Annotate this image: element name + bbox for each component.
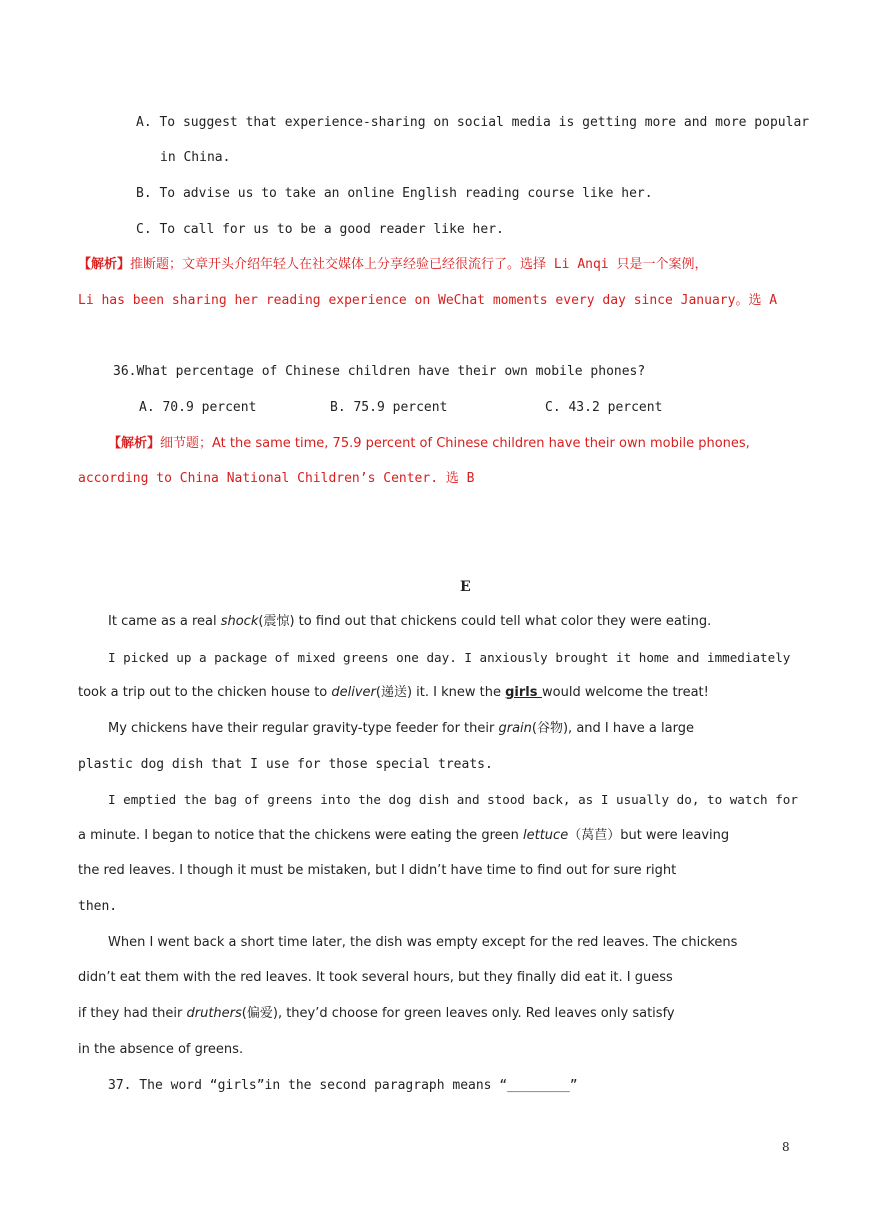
analysis-text: 推断题；文章开头介绍年轻人在社交媒体上分享经验已经很流行了。选择 Li Anqi 只是一个案例，	[130, 257, 708, 272]
text-run: (递送) it. I knew the	[375, 685, 506, 700]
passage-p5-line1: When I went back a short time later, the dish was empty except for the red leaves. The chickens	[108, 935, 738, 950]
italic-word: lettuce	[523, 828, 569, 843]
passage-p3-line2: plastic dog dish that I use for those special treats.	[78, 757, 493, 772]
q35-option-b: B. To advise us to take an online English reading course like her.	[136, 186, 653, 201]
q36-analysis-line1	[108, 436, 750, 452]
passage-p5-line4: in the absence of greens.	[78, 1042, 244, 1057]
q36-option-c: C. 43.2 percent	[545, 400, 663, 415]
text-run: took a trip out to the chicken house to	[78, 685, 332, 700]
passage-p5-line2: didn’t eat them with the red leaves. It took several hours, but they finally did eat it. I guess	[78, 970, 673, 985]
text-run: (谷物), and I have a large	[531, 721, 694, 736]
underlined-word: girls	[505, 685, 543, 700]
passage-p3-line1	[108, 721, 694, 737]
passage-p4-line4: then.	[78, 899, 118, 914]
text-run: if they had their	[78, 1006, 187, 1021]
section-title: E	[460, 579, 471, 595]
passage-p5-line3	[78, 1006, 675, 1022]
analysis-tag: 【解析】	[108, 436, 161, 451]
analysis-text: 细节题；At the same time, 75.9 percent of Chinese children have their own mobile phones,	[160, 436, 750, 451]
analysis-tag: 【解析】	[78, 257, 131, 272]
q36-option-a: A. 70.9 percent	[139, 400, 257, 415]
q36-question: 36.What percentage of Chinese children have their own mobile phones?	[113, 364, 646, 379]
text-run: My chickens have their regular gravity-type feeder for their	[108, 721, 499, 736]
passage-p2-line2	[78, 685, 709, 701]
italic-word: grain	[498, 721, 532, 736]
text-run: (偏爱), they’d choose for green leaves only. Red leaves only satisfy	[241, 1006, 675, 1021]
q35-analysis-line1	[78, 257, 707, 273]
q35-option-a-line1: A. To suggest that experience-sharing on social media is getting more and more popular	[136, 115, 810, 130]
q37-question: 37. The word “girls”in the second paragraph means “________”	[108, 1078, 578, 1093]
q36-option-b: B. 75.9 percent	[330, 400, 448, 415]
page-number: 8	[782, 1140, 790, 1154]
italic-word: shock	[220, 614, 259, 629]
passage-p4-line3: the red leaves. I though it must be mistaken, but I didn’t have time to find out for sure right	[78, 863, 677, 878]
text-run: It came as a real	[108, 614, 221, 629]
q35-option-a-line2: in China.	[160, 150, 231, 165]
text-run: a minute. I began to notice that the chickens were eating the green	[78, 828, 523, 843]
q36-analysis-line2: according to China National Children’s Center. 选 B	[78, 471, 475, 486]
passage-p2-line1: I picked up a package of mixed greens one day. I anxiously brought it home and immediately	[108, 650, 791, 665]
q35-option-c: C. To call for us to be a good reader like her.	[136, 222, 504, 237]
passage-p4-line2	[78, 828, 729, 844]
passage-p1	[108, 614, 711, 630]
italic-word: druthers	[186, 1006, 242, 1021]
passage-p4-line1: I emptied the bag of greens into the dog dish and stood back, as I usually do, to watch for	[108, 792, 798, 807]
q35-analysis-line2: Li has been sharing her reading experience on WeChat moments every day since January。选 A	[78, 293, 778, 308]
italic-word: deliver	[331, 685, 376, 700]
text-run: would welcome the treat!	[542, 685, 709, 700]
text-run: (震惊) to find out that chickens could tell what color they were eating.	[258, 614, 712, 629]
text-run: （莴苣）but were leaving	[568, 828, 730, 843]
